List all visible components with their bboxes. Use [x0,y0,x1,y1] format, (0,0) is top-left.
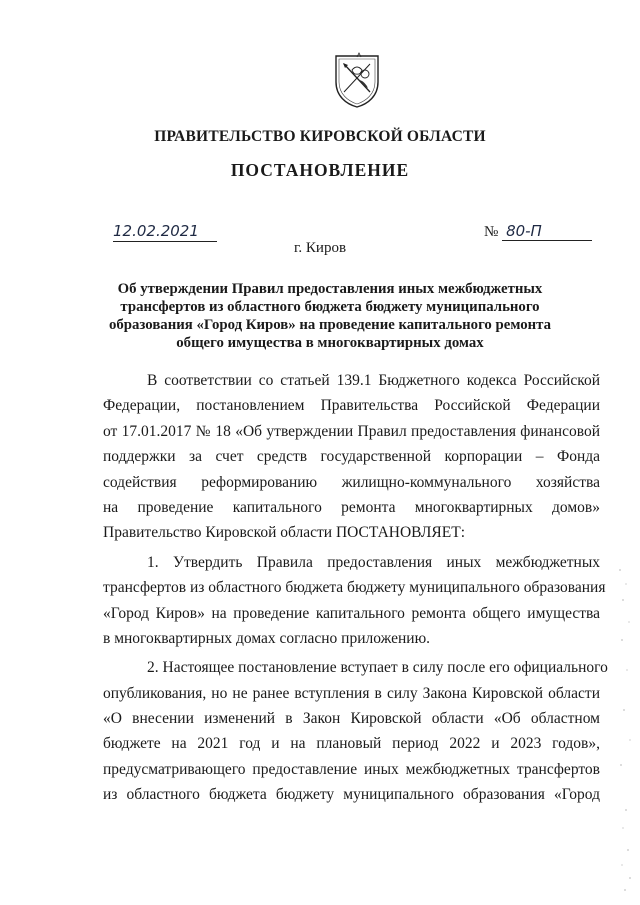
scan-edge-speckles [614,560,636,900]
subject-line: общего имущества в многоквартирных домах [176,335,484,351]
body-line: В соответствии со статьей 139.1 Бюджетного кодекса Российской [147,372,600,389]
body-line: трансфертов из областного бюджета бюджету муниципального образования [103,579,606,597]
clause-2-paragraph [103,655,608,807]
body-line: 1. Утвердить Правила предоставления иных межбюджетных [147,553,600,571]
subject-line: трансфертов из областного бюджета бюджету муниципального [120,299,540,315]
document-type-title: ПОСТАНОВЛЕНИЕ [230,160,410,180]
coat-of-arms-emblem [330,52,384,108]
organization-title: ПРАВИТЕЛЬСТВО КИРОВСКОЙ ОБЛАСТИ [154,128,486,145]
body-line: из областного бюджета бюджету муниципального образования «Город [103,786,600,804]
document-number: 80-П [502,222,592,241]
body-line: 2. Настоящее постановление вступает в силу после его официального [147,659,608,677]
number-label: № [484,224,499,240]
subject-line: Об утверждении Правил предоставления иных межбюджетных [117,281,543,297]
document-date: 12.02.2021 [113,222,217,242]
document-subject [100,280,560,352]
body-line: поддержки за счет средств государственной корпорации – Фонда [103,448,600,466]
body-line: «О внесении изменений в Закон Кировской области «Об областном [103,710,600,728]
clause-1-paragraph [103,550,606,652]
body-line: от 17.01.2017 № 18 «Об утверждении Правил предоставления финансовой [103,422,600,440]
document-body [103,368,608,808]
body-line: опубликования, но не ранее вступления в силу Закона Кировской области [103,684,600,702]
body-line: бюджете на 2021 год и на плановый период 2022 и 2023 годов», [103,735,600,753]
city-name: г. Киров [293,240,347,256]
body-line: Правительство Кировской области ПОСТАНОВЛЯЕТ: [103,524,466,542]
body-line: содействия реформированию жилищно-коммунального хозяйства [103,473,600,491]
body-line: предусматривающего предоставление иных межбюджетных трансфертов [103,760,600,778]
body-line: Федерации, постановлением Правительства Российской Федерации [103,397,600,415]
body-line: «Город Киров» на проведение капитального ремонта общего имущества [103,604,600,622]
subject-line: образования «Город Киров» на проведение капитального ремонта [109,317,551,333]
document-number-field [484,222,600,241]
body-line: на проведение капитального ремонта многоквартирных домов» [103,498,600,516]
body-line: в многоквартирных домах согласно приложению. [103,629,431,647]
preamble-paragraph [103,368,600,546]
